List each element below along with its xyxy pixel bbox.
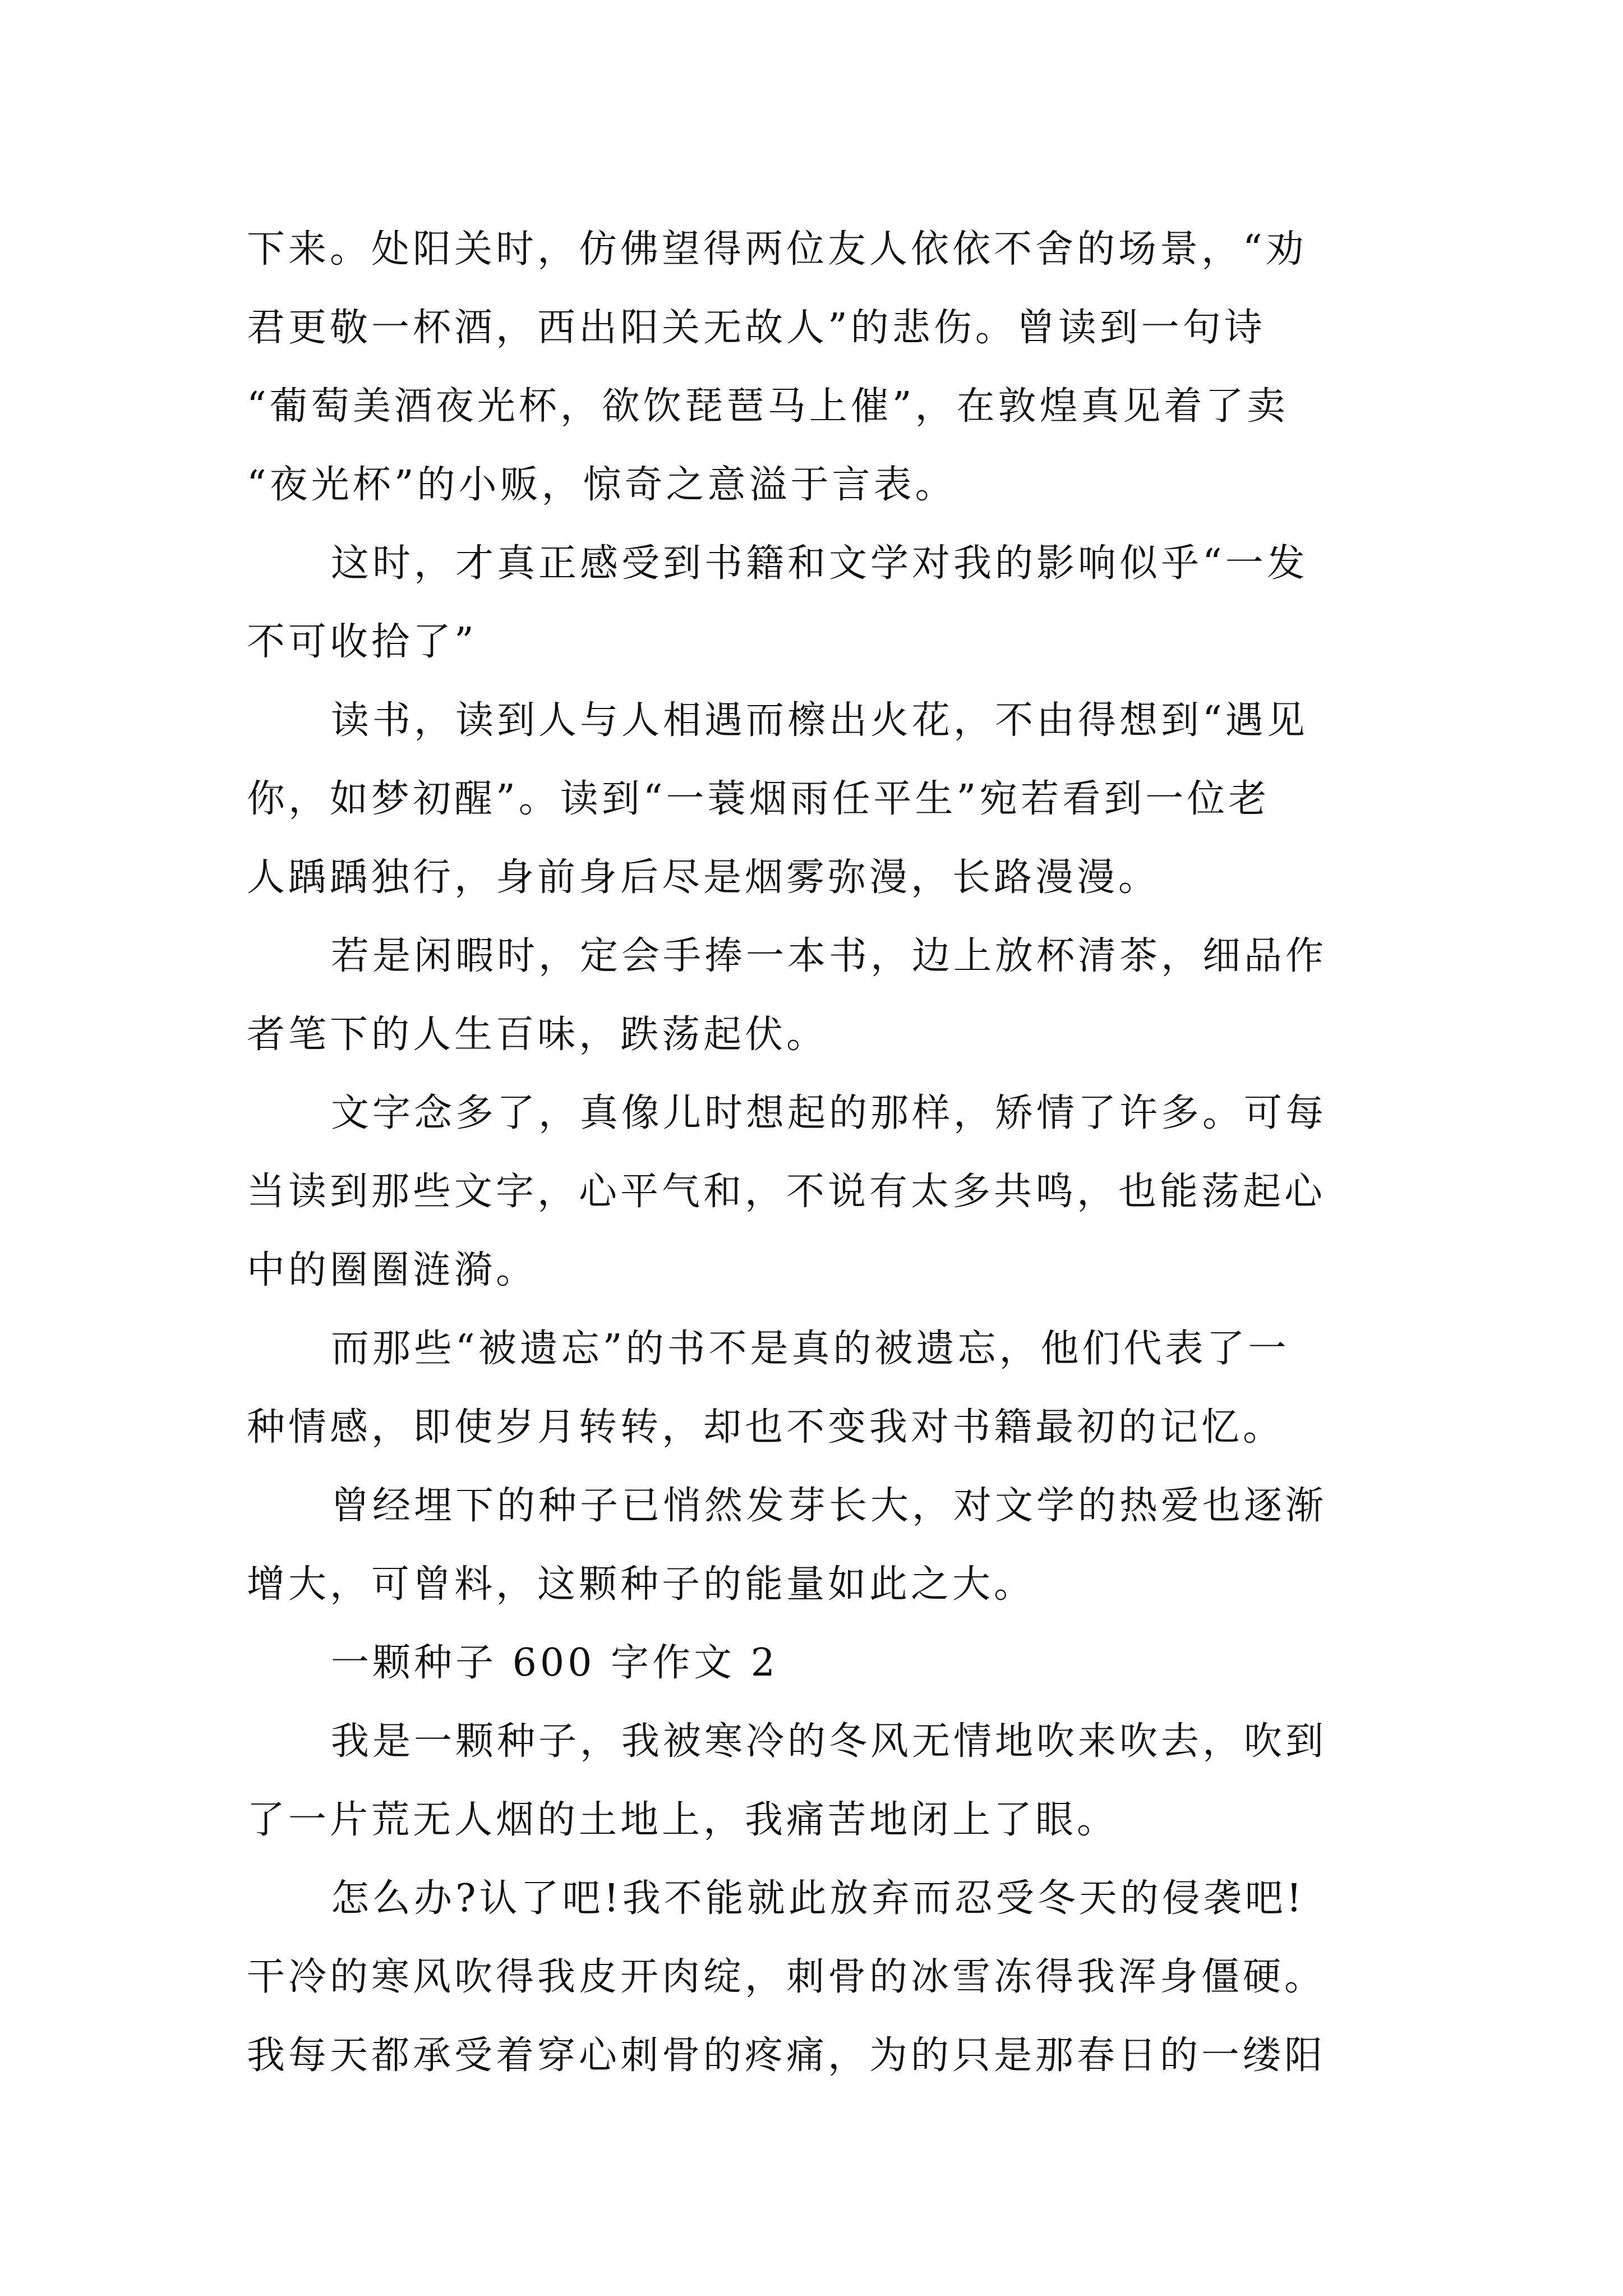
text-line: 读书，读到人与人相遇而檫出火花，不由得想到“遇见 <box>331 698 1308 743</box>
text-line: “夜光杯”的小贩，惊奇之意溢于言表。 <box>247 463 957 507</box>
text-line: 文字念多了，真像儿时想起的那样，矫情了许多。可每 <box>331 1091 1327 1135</box>
text-line: 怎么办?认了吧!我不能就此放弃而忍受冬天的侵袭吧! <box>331 1876 1306 1921</box>
text-line: 种情感，即使岁月转转，却也不变我对书籍最初的记忆。 <box>247 1405 1285 1450</box>
text-line: 不可收拾了” <box>247 620 477 664</box>
text-line: 若是闲暇时，定会手捧一本书，边上放杯清茶，细品作 <box>331 934 1327 978</box>
text-line: 而那些“被遗忘”的书不是真的被遗忘，他们代表了一 <box>331 1327 1290 1371</box>
section-heading: 一颗种子 600 字作文 2 <box>331 1641 778 1685</box>
text-line: “葡萄美酒夜光杯，欲饮琵琶马上催”，在敦煌真见着了卖 <box>247 384 1289 429</box>
text-line: 者笔下的人生百味，跌荡起伏。 <box>247 1013 828 1057</box>
text-line: 增大，可曾料，这颗种子的能量如此之大。 <box>247 1562 1036 1607</box>
text-line: 君更敬一杯酒，西出阳关无故人”的悲伤。曾读到一句诗 <box>247 306 1266 350</box>
text-line: 我每天都承受着穿心刺骨的疼痛，为的只是那春日的一缕阳 <box>247 2033 1326 2078</box>
text-line: 我是一颗种子，我被寒冷的冬风无情地吹来吹去，吹到 <box>331 1719 1327 1764</box>
text-line: 这时，才真正感受到书籍和文学对我的影响似乎“一发 <box>331 541 1308 586</box>
text-line: 中的圈圈涟漪。 <box>247 1248 538 1292</box>
text-line: 人踽踽独行，身前身后尽是烟雾弥漫，长路漫漫。 <box>247 855 1160 900</box>
text-line: 当读到那些文字，心平气和，不说有太多共鸣，也能荡起心 <box>247 1170 1326 1214</box>
text-line: 了一片荒无人烟的土地上，我痛苦地闭上了眼。 <box>247 1798 1119 1842</box>
text-line: 你，如梦初醒”。读到“一蓑烟雨任平生”宛若看到一位老 <box>247 777 1270 821</box>
text-line: 曾经埋下的种子已悄然发芽长大，对文学的热爱也逐渐 <box>331 1484 1327 1528</box>
text-line: 干冷的寒风吹得我皮开肉绽，刺骨的冰雪冻得我浑身僵硬。 <box>247 1955 1326 1999</box>
text-line: 下来。处阳关时，仿佛望得两位友人依依不舍的场景，“劝 <box>247 227 1307 272</box>
document-body <box>247 210 1402 2095</box>
